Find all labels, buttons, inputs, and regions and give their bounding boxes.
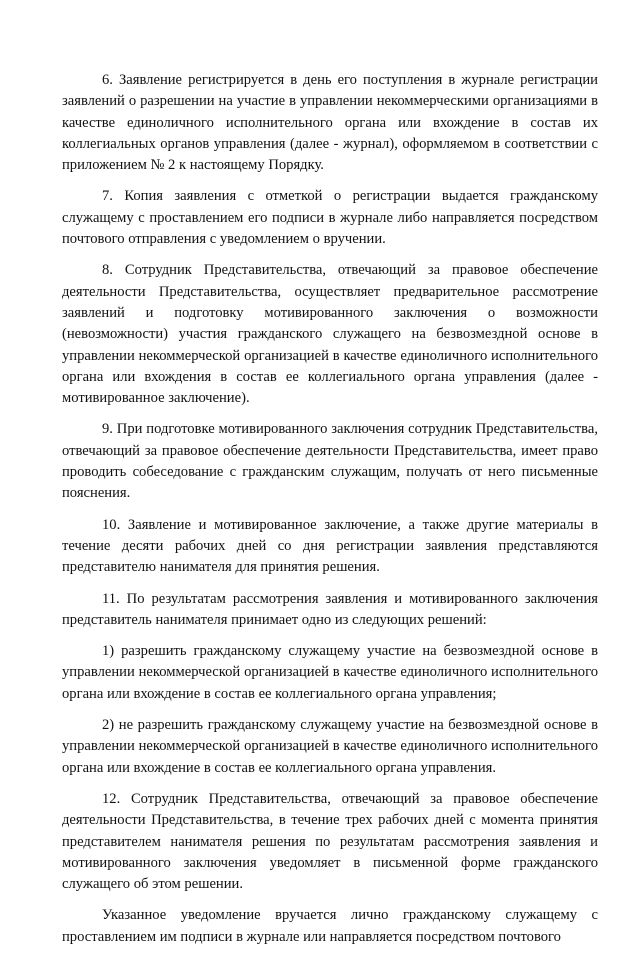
- paragraph-7-copy-issuance: 7. Копия заявления с отметкой о регистрации выдается гражданскому служащему с проставлением его подписи в журнале либо направляется посредством почтового отправления с уведомлением о вручении.: [62, 188, 598, 248]
- document-page: [62, 70, 598, 958]
- decision-option-2: 2) не разрешить гражданскому служащему участие на безвозмездной основе в управлении некоммерческой организацией в качестве единоличного исполнительного органа или вхождение в состав ее коллегиального органа управления.: [62, 717, 598, 776]
- paragraph-11-decisions: 11. По результатам рассмотрения заявления и мотивированного заключения представитель нанимателя принимает одно из следующих решений:: [62, 590, 598, 628]
- paragraph-8-preliminary-review: 8. Сотрудник Представительства, отвечающий за правовое обеспечение деятельности Представительства, осуществляет предварительное рассмотрение заявлений и подготовку мотивированного заключения о возможности (невозможности) участия гражданского служащего на безвозмездной основе в управлении некоммерческой организацией в качестве единоличного исполнительного органа или вхождения в состав ее коллегиального органа управления (далее - мотивированное заключение).: [62, 262, 598, 407]
- paragraph-notification-delivery: Указанное уведомление вручается лично гражданскому служащему с проставлением им подписи в журнале или направляется посредством почтового: [62, 907, 598, 945]
- paragraph-6-registration: 6. Заявление регистрируется в день его поступления в журнале регистрации заявлений о разрешении на участие в управлении некоммерческими организациями в качестве единоличного исполнительного органа или вхождение в состав их коллегиальных органов управления (далее - журнал), оформляемом в соответствии с приложением № 2 к настоящему Порядку.: [62, 72, 598, 174]
- decision-option-1: 1) разрешить гражданскому служащему участие на безвозмездной основе в управлении некоммерческой организацией в качестве единоличного исполнительного органа или вхождение в состав ее коллегиального органа управления;: [62, 643, 598, 702]
- paragraph-12-notification: 12. Сотрудник Представительства, отвечающий за правовое обеспечение деятельности Представительства, в течение трех рабочих дней с момента принятия представителем нанимателя решения по результатам рассмотрения заявления и мотивированного заключения уведомляет в письменной форме гражданского служащего об этом решении.: [62, 790, 598, 893]
- paragraph-9-interview-right: 9. При подготовке мотивированного заключения сотрудник Представительства, отвечающий за правовое обеспечение деятельности Представительства, имеет право проводить собеседование с гражданским служащим, получать от него письменные пояснения.: [62, 421, 598, 502]
- paragraph-10-submission: 10. Заявление и мотивированное заключение, а также другие материалы в течение десяти рабочих дней со дня регистрации заявления представляются представителю нанимателя для принятия решения.: [62, 516, 598, 576]
